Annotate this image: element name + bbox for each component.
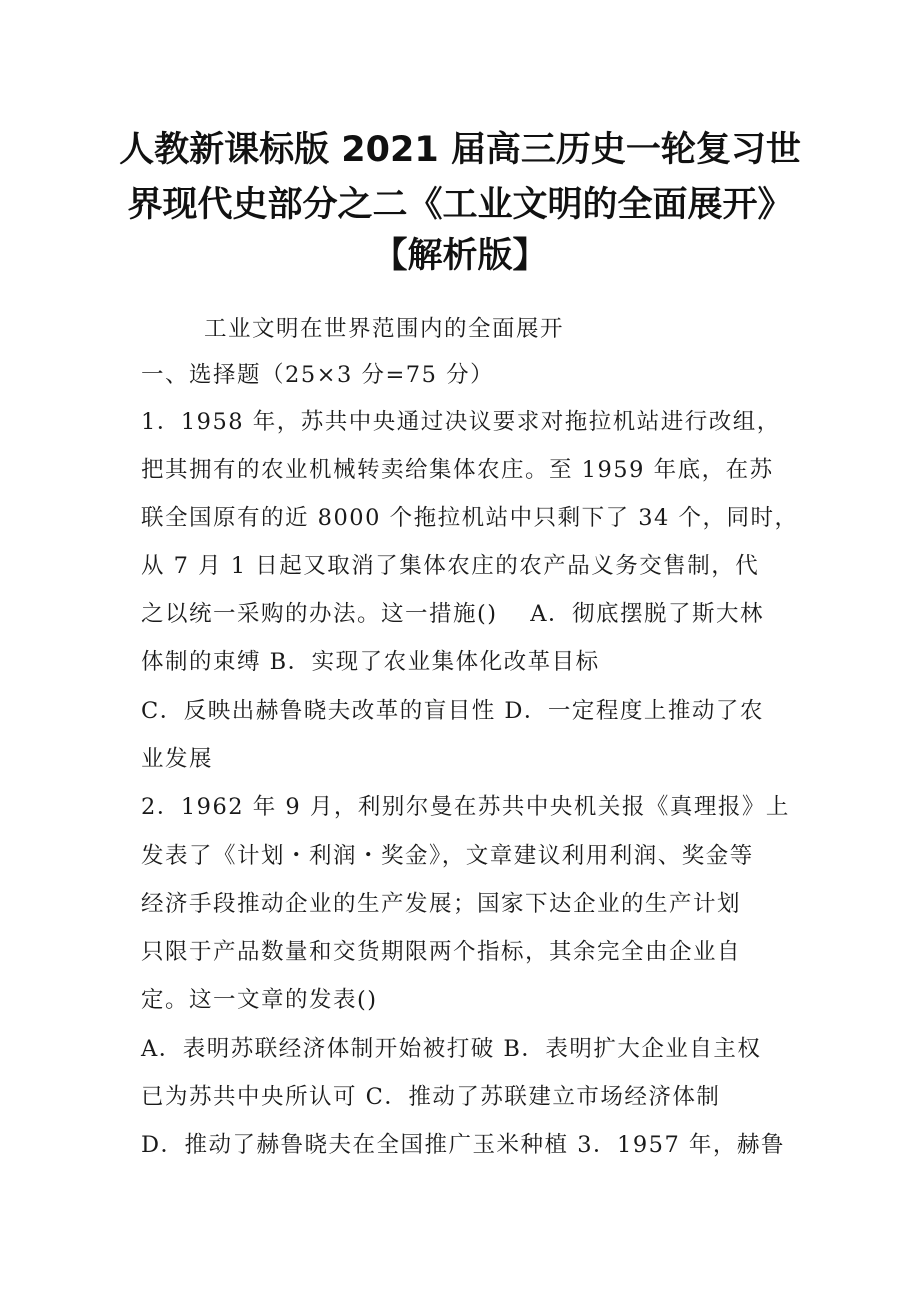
document-title-line-3: 【解析版】 (372, 236, 548, 276)
body-line: 之以统一采购的办法。这一措施() A．彻底摆脱了斯大林 (141, 601, 764, 627)
body-line: D．推动了赫鲁晓夫在全国推广玉米种植 3．1957 年，赫鲁 (141, 1132, 785, 1158)
body-line: 2．1962 年 9 月，利别尔曼在苏共中央机关报《真理报》上 (141, 794, 790, 820)
document-subtitle: 工业文明在世界范围内的全面展开 (204, 316, 565, 342)
body-line: 经济手段推动企业的生产发展；国家下达企业的生产计划 (141, 891, 742, 917)
body-line: 体制的束缚 B．实现了农业集体化改革目标 (141, 649, 600, 675)
body-line: 已为苏共中央所认可 C．推动了苏联建立市场经济体制 (141, 1084, 721, 1110)
body-line: 从 7 月 1 日起又取消了集体农庄的农产品义务交售制，代 (141, 553, 760, 579)
document-title-line-2: 界现代史部分之二《工业文明的全面展开》 (127, 185, 793, 225)
body-line: 联全国原有的近 8000 个拖拉机站中只剩下了 34 个，同时， (141, 505, 799, 531)
body-line: 业发展 (141, 746, 214, 772)
body-line: C．反映出赫鲁晓夫改革的盲目性 D．一定程度上推动了农 (141, 698, 764, 724)
body-line: 发表了《计划・利润・奖金》，文章建议利用利润、奖金等 (141, 843, 754, 869)
section-heading: 一、选择题（25×3 分=75 分） (141, 362, 495, 388)
body-line: 1．1958 年，苏共中央通过决议要求对拖拉机站进行改组， (141, 409, 781, 435)
body-line: 只限于产品数量和交货期限两个指标，其余完全由企业自 (141, 939, 742, 965)
body-line: A．表明苏联经济体制开始被打破 B．表明扩大企业自主权 (141, 1036, 762, 1062)
document-title-line-1: 人教新课标版 2021 届高三历史一轮复习世 (119, 130, 801, 170)
body-line: 定。这一文章的发表() (141, 987, 378, 1013)
body-line: 把其拥有的农业机械转卖给集体农庄。至 1959 年底，在苏 (141, 457, 774, 483)
